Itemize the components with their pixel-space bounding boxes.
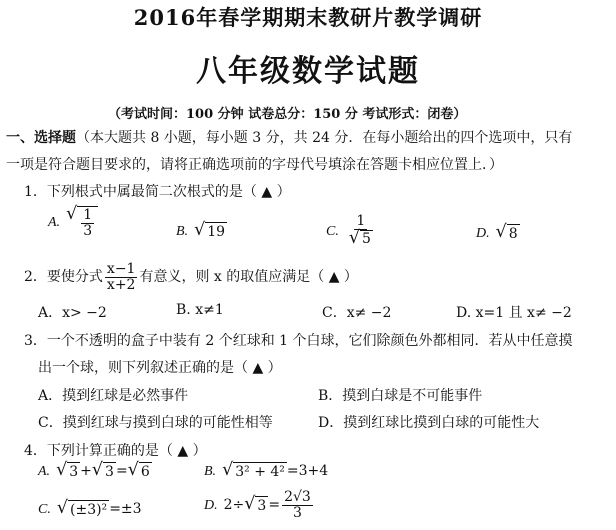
- question-3-stem-1: 3．一个不透明的盒子中装有 2 个红球和 1 个白球，它们除颜色外都相同．若从中任意摸: [24, 333, 573, 349]
- q1-option-a: A. √ $\frac{1}{3}$: [48, 206, 98, 238]
- q4-option-a: A. √ 3 + √ 3 = √ 6: [38, 460, 150, 480]
- q2-option-c: C．x≠ −2: [322, 305, 392, 321]
- q3-option-d: D．摸到红球比摸到白球的可能性大: [318, 415, 540, 431]
- q2-option-b: B. x≠1: [176, 302, 224, 318]
- q4-option-b: B. √ 3² + 4² =3+4: [204, 460, 329, 480]
- q2-option-a: A．x> −2: [38, 305, 107, 321]
- q2-option-d: D. x=1 且 x≠ −2: [456, 305, 572, 321]
- exam-title: 2016年春学期期末教研片教学调研: [133, 5, 483, 30]
- exam-meta: （考试时间：100 分钟 试卷总分：150 分 考试形式：闭卷）: [108, 107, 467, 122]
- q4-option-c: C. √ (±3)² =±3: [38, 498, 142, 518]
- q3-option-a: A．摸到红球是必然事件: [38, 388, 189, 404]
- q3-option-b: B．摸到白球是不可能事件: [318, 388, 483, 404]
- section-intro-line1: [6, 127, 572, 147]
- q1-option-c: C. 1 √ 5: [326, 213, 371, 248]
- q4-option-d: D. 2÷ √ 3 = $\frac{2√3}{3}$: [204, 489, 311, 521]
- section-heading: 一、选择题: [6, 130, 76, 146]
- exam-subtitle: 八年级数学试题: [196, 54, 420, 89]
- q1-option-d: D. √ 8: [476, 222, 518, 242]
- question-1-stem: 1．下列根式中属最简二次根式的是（ ▲ ）: [24, 184, 291, 200]
- question-4-stem: 4．下列计算正确的是（ ▲ ）: [24, 443, 207, 459]
- section-desc-1: （本大题共 8 小题，每小题 3 分，共 24 分．在每小题给出的四个选项中，只有: [76, 130, 573, 146]
- q1-option-b: B. √ 19: [176, 220, 226, 240]
- question-2-stem: 2．要使分式 $\frac{x-1}{x+2}$ 有意义，则 x 的取值应满足（ ▲ ）: [24, 261, 358, 293]
- section-desc-2: 一项是符合题目要求的，请将正确选项前的字母代号填涂在答题卡相应位置上．）: [6, 157, 503, 173]
- question-3-stem-2: 出一个球，则下列叙述正确的是（ ▲ ）: [38, 360, 282, 376]
- q3-option-c: C．摸到红球与摸到白球的可能性相等: [38, 415, 273, 431]
